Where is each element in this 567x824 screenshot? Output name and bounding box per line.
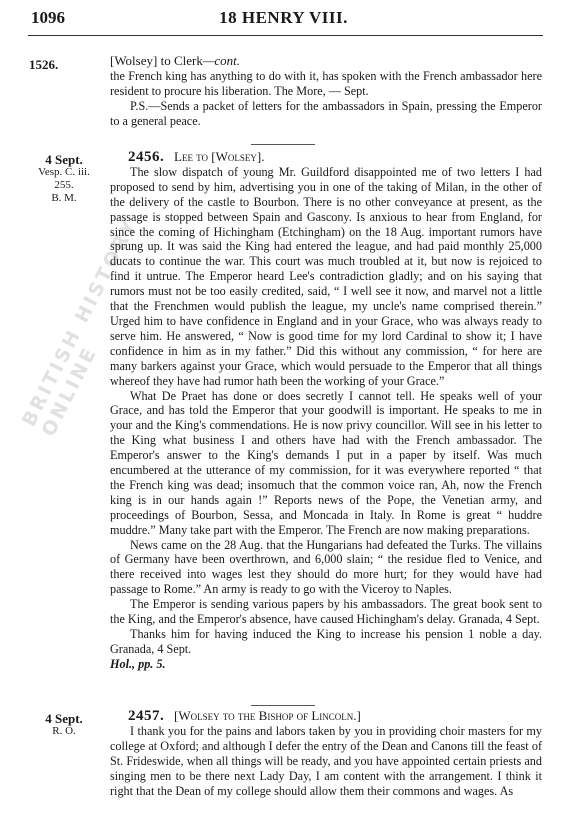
page-number: 1096 — [31, 8, 65, 27]
entry-2457-margin — [24, 712, 104, 738]
entry-2457-heading: 2457. [Wolsey to the Bishop of Lincoln.] — [128, 708, 361, 724]
entry-2456-paragraph: Thanks him for having induced the King to increase his pension 1 noble a day. Granada, 4 Sept. — [110, 627, 542, 656]
entry-2456-heading: 2456. Lee to [Wolsey]. — [128, 149, 265, 165]
header-rule — [28, 35, 543, 36]
entry-2457-date: 4 Sept. — [45, 711, 83, 726]
entry-separator — [251, 144, 315, 145]
entry-continued — [110, 54, 542, 129]
entry-2456-source: Vesp. C. iii. — [38, 166, 90, 178]
watermark-stamp: BRITISH HISTORY ONLINE — [18, 214, 143, 440]
entry-2457-source: R. O. — [52, 725, 76, 737]
entry-2456-margin — [24, 153, 104, 205]
entry-2456-paragraph: The slow dispatch of young Mr. Guildford disappointed me of two letters I had proposed to send by him, advertising you in one of the taking of Milan, in the other of the delivery of the castle to Bourbon. There is no other conveyance at present, as the passage is stopped between Spain and Gascony. Is anxious to hear from England, for since the coming of Hichingham (Etchingham) on the 18 Aug. important rumors have sprung up. It was said the King had entered the league, and had paid monthly 25,000 ducats to continue the war. This court was much troubled at it, but now is rejoiced to find it untrue. The Emperor heard Lee's contradiction gladly; and on his saying that rumors must not be too easily credited, said, “ I well see it now, and marvel not a little that the Frenchmen would publish the league, my uncle's name comprised therein.” Urged him to have confidence in England and in your Grace, who was always ready to serve him. He answered, “ Now is good time for my lord Cardinal to show it; I have confidence in him as in my father.” Did this without any commission, “ for here are many barkers against your Grace, which would persuade to the Emperor that all things whereof they have had rumor hath been the working of your Grace.” — [110, 164, 542, 388]
entry-2456-source: 255. — [54, 179, 74, 191]
running-head: 18 HENRY VIII. — [219, 8, 348, 27]
page-header — [0, 0, 567, 40]
entry-2456 — [110, 150, 542, 672]
entry-separator — [251, 705, 315, 706]
entry-2456-source: B. M. — [51, 192, 77, 204]
entry-2457 — [110, 709, 542, 798]
entry-2456-date: 4 Sept. — [45, 152, 83, 167]
continued-heading: [Wolsey] to Clerk—cont. — [110, 53, 241, 68]
margin-year: 1526. — [29, 57, 59, 72]
entry-2456-paragraph: What De Praet has done or does secretly I cannot tell. He speaks well of your Grace, and has told the Emperor that your goodwill is important. He speaks to me in your and the King's commendations. He is now privy councillor. Will see in his letter to the King what business I and others have had with the French ambassador. The Emperor's answer to the King's demands I put in a paper by itself. Was much encumbered at the utterance of my commission, for it was everywhere reported “ that the French king was dead; insomuch that the common voice ran, Ah, now the French king is in our hands again !” Reports news of the Pope, the Venetian army, and proceedings of Bourbon, Sessa, and Moncada in Italy. In Rome is great “ huddre muddre.” Many take part with the Emperor. The French are now making preparations. — [110, 388, 542, 537]
postscript: P.S.—Sends a packet of letters for the ambassadors in Spain, pressing the Emperor to a general peace. — [110, 98, 542, 128]
entry-2457-paragraph: I thank you for the pains and labors taken by you in providing choir masters for my college at Oxford; and although I defer the entry of the Dean and Canons till the feast of St. Frideswide, when all things will be ready, and you have appointed certain priests and singing men to be there next Lady Day, I am content with the arrangement. I think it right that the Dean of my college should allow them their commons and wages. As — [110, 723, 542, 798]
entry-2456-note: Hol., pp. 5. — [110, 656, 166, 671]
continued-paragraph: the French king has anything to do with it, has spoken with the French ambassador here resident to procure his liberation. The More, — Sept. — [110, 68, 542, 98]
entry-2456-paragraph: News came on the 28 Aug. that the Hungarians had defeated the Turks. The villains of Germany have been overthrown, and 6,000 slain; “ the residue fled to Venice, and there received into wages lest they should do more hurt; for they would have had passage to Rome.” An army is ready to go with the Viceroy to Naples. — [110, 537, 542, 597]
entry-2456-paragraph: The Emperor is sending various papers by his ambassadors. The great book sent to the King, and the Emperor's absence, have caused Hichingham's delay. Granada, 4 Sept. — [110, 597, 542, 627]
